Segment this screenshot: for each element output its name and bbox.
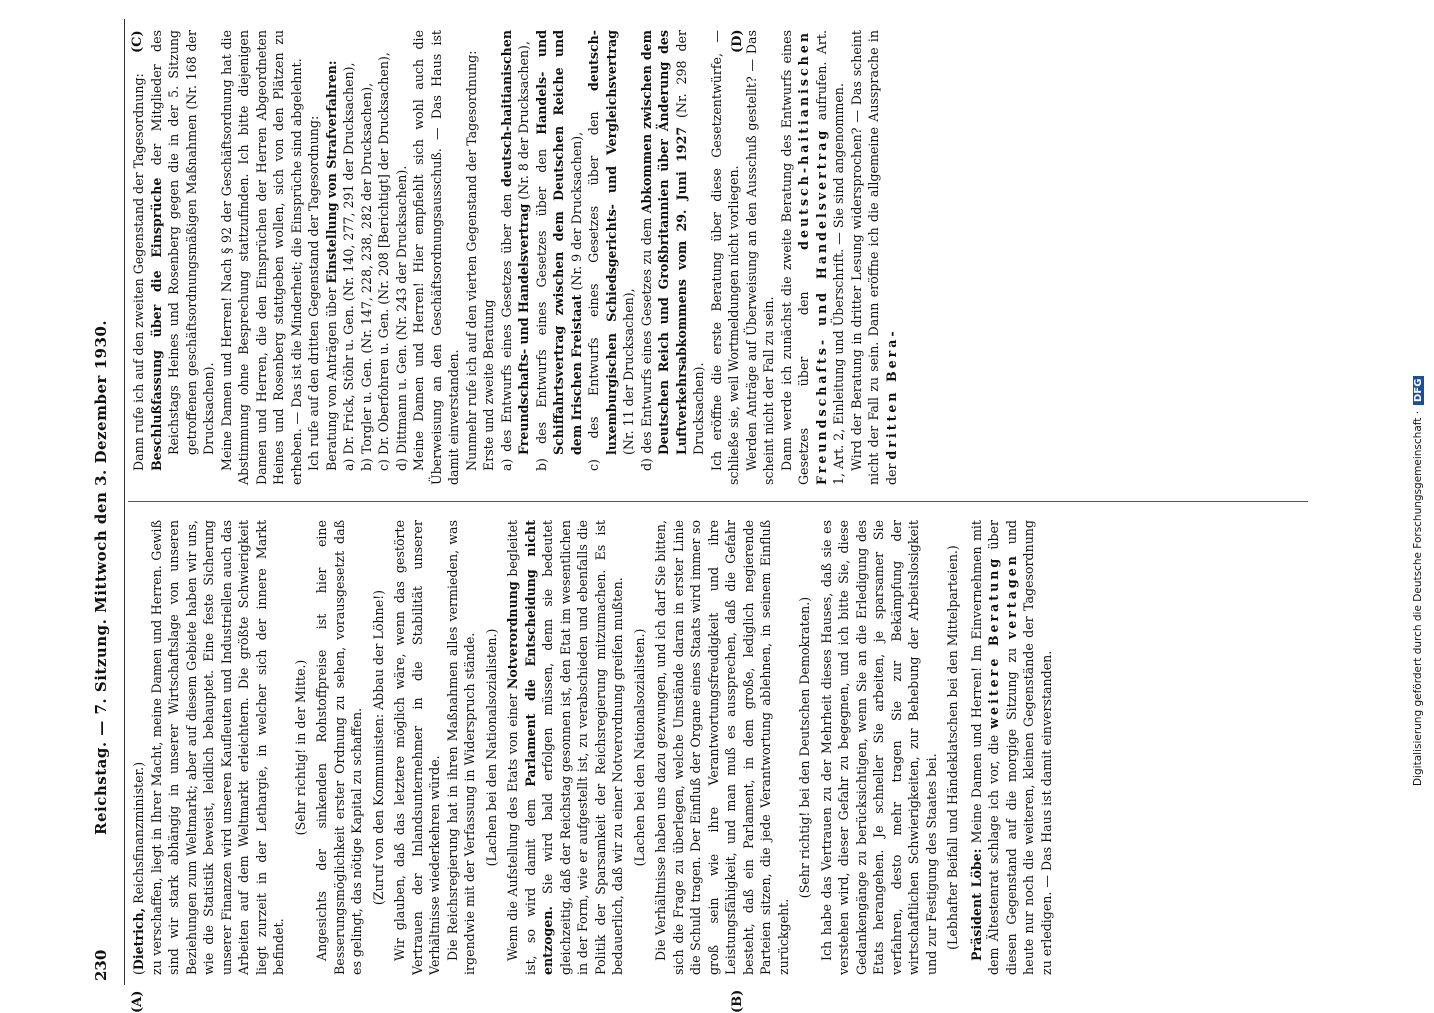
spaced-run: dritten Bera-	[883, 328, 899, 460]
speaker-name: Präsident Löbe:	[968, 848, 984, 961]
list-item: a) Dr. Frick, Stöhr u. Gen. (Nr. 140, 277, 291 der Drucksachen),	[341, 62, 356, 471]
paragraph: Die Verhältnisse haben uns dazu gezwungen, und ich darf Sie bitten, sich die Frage zu überlegen, welche Umstände daran in erster Linie die Schuld tragen. Der Einfluß der Organe eines Staats wird immer so groß sein wie ihre Verantwortungsfreudigkeit und ihre Leistungsfähigkeit, und man muß es aussprechen, daß die Gefahr besteht, daß ein Parlament, in dem große, lediglich negierende Parteien sitzen, die jede Verantwortung ablehnen, in seinem Einfluß zurückgeht.	[653, 520, 791, 975]
interjection: (Lachen bei den Nationalsozialisten.)	[483, 628, 499, 867]
spaced-run: weitere Beratung	[986, 555, 1001, 729]
paragraph: Dann rufe ich auf den zweiten Gegenstand der Tagesordnung:	[131, 73, 146, 471]
text-run: d) des Entwurfs eines Gesetzes zu dem	[638, 213, 654, 471]
list-item: c) Dr. Oberfohren u. Gen. (Nr. 208 [Berichtigt] der Drucksachen),	[376, 52, 391, 471]
page-number: 230	[92, 949, 110, 981]
spaced-run: vertagen	[1003, 553, 1019, 640]
list-item: d) Dittmann u. Gen. (Nr. 243 der Drucksachen).	[393, 165, 409, 471]
bold-run: Notverordnung	[505, 581, 520, 690]
margin-mark-c: (C)	[130, 30, 145, 53]
left-column	[130, 520, 1055, 975]
paragraph-text: zu verschaffen, liegt in Ihrer Macht, meine Damen und Herren. Gewiß sind wir stark abhängig in unserer Wirtschaftslage von unseren Beziehungen zum Weltmarkt; aber auf diesem Gebiete haben wir uns, wie die Statistik beweist, leidlich behauptet. Eine feste Sicherung unserer Finanzen wird unseren Kaufleuten und Industriellen auch das Arbeiten auf dem Weltmarkt erleichtern. Die größte Schwierigkeit liegt zurzeit in der Lethargie, in welcher sich der innere Markt befindet.	[148, 520, 286, 975]
text-run: Beratung von Anträgen über	[323, 283, 339, 471]
list-item	[585, 30, 638, 485]
spaced-run: deutsch-haitianischen Freundschafts- und Handelsvertrag	[796, 30, 829, 485]
paragraph	[323, 30, 341, 485]
text-run: Meine Damen und Herren! Im Einvernehmen mit dem Ältestenrat schlage ich vor, die	[968, 520, 1001, 975]
bold-run: Beschlußfassung über die Einsprüche	[148, 177, 164, 471]
right-column	[130, 30, 900, 485]
running-title: Reichstag. — 7. Sitzung. Mittwoch den 3. Dezember 1930.	[92, 319, 110, 835]
margin-mark-d: (D)	[730, 29, 745, 53]
text-run: Sie wird bald erfolgen müssen, denn sie bedeutet gleichzeitig, daß der Reichstag gesonnen ist, den Etat im wesentlichen in der Form, wie er aufgestellt ist, zu verabschieden und ebenfalls die Politik der Sparsamkeit der Reichsregierung mitzumachen. Es ist bedauerlich, daß wir zu einer Notverordnung greifen mußten.	[540, 520, 625, 975]
interjection: (Zuruf von den Kommunisten: Abbau der Löhne!)	[370, 589, 386, 906]
text-run: Dann werde ich zunächst die zweite Beratung des Entwurfs eines Gesetzes über den	[778, 30, 811, 485]
text-run: (Nr. 298 der Drucksachen).	[673, 30, 706, 455]
bold-run: Parlament die Entscheidung nicht entzogen.	[522, 519, 555, 975]
column-divider	[128, 501, 1308, 502]
paragraph: (Dietrich, Reichsfinanzminister.) zu verschaffen, liegt in Ihrer Macht, meine Damen und Herren. Gewiß sind wir stark abhängig in unserer Wirtschaftslage von unseren Beziehungen zum Weltmarkt; aber auf diesem Gebiete haben wir uns, wie die Statistik beweist, leidlich behauptet. Eine feste Sicherung unserer Finanzen wird unseren Kaufleuten und Industriellen auch das Arbeiten auf dem Weltmarkt erleichtern. Die größte Schwierigkeit liegt zurzeit in der Lethargie, in welcher sich der innere Markt befindet.	[131, 520, 286, 975]
text-run: (Nr. 11 der Drucksachen),	[621, 288, 636, 455]
paragraph: Meine Damen und Herren! Hier empfiehlt sich wohl auch die Überweisung an den Geschäftsordnungsausschuß. — Das Haus ist damit einverstanden.	[411, 30, 461, 485]
paragraph: Ich eröffne die erste Beratung über diese Gesetzentwürfe, — schließe sie, weil Wortmeldungen nicht vorliegen.	[708, 30, 741, 485]
interjection: (Sehr richtig! bei den Deutschen Demokraten.)	[797, 596, 812, 899]
margin-mark-b: (B)	[730, 989, 745, 1013]
speaker-role: Reichsfinanzminister.)	[131, 761, 146, 904]
paragraph: Werden Anträge auf Überweisung an den Ausschuß gestellt? — Das scheint nicht der Fall zu sein.	[743, 30, 776, 485]
paragraph	[504, 520, 627, 975]
bold-run: Einstellung von Strafverfahren:	[323, 60, 339, 284]
speaker-name: Dietrich,	[131, 907, 146, 971]
text-run: (Nr. 9 der Drucksachen),	[568, 131, 584, 295]
bold-run: deutsch-luxemburgischen Schiedsgerichts- und Vergleichsvertrag	[586, 30, 619, 455]
paragraph: Nunmehr rufe ich auf den vierten Gegenstand der Tagesordnung:	[463, 50, 479, 471]
interjection: (Lebhafter Beifall und Händeklatschen bei den Mittelparteien.)	[945, 545, 960, 950]
stamp-text: Digitalisierung gefördert durch die Deutsche Forschungsgemeinschaft ·	[1412, 410, 1424, 786]
paragraph: Angesichts der sinkenden Rohstoffpreise ist hier eine Besserungsmöglichkeit erster Ordnung zu sehen, vorausgesetzt daß es gelingt, das nötige Kapital zu schaffen.	[314, 520, 364, 975]
text-run: Wenn die Aufstellung des Etats von einer	[505, 689, 520, 961]
paragraph: Ich habe das Vertrauen zu der Mehrheit dieses Hauses, daß sie es verstehen wird, dieser Gefahr zu begegnen, und ich bitte Sie, diese Gedankengänge zu berücksichtigen, wenn Sie an die Erledigung des Etats herangehen. Je schneller Sie arbeiten, je sparsamer Sie verfahren, desto mehr tragen Sie zur Bekämpfung der wirtschaftlichen Schwierigkeiten, zur Behebung der Arbeitslosigkeit und zur Festigung des Staates bei.	[818, 520, 939, 975]
paragraph: Erste und zweite Beratung	[481, 299, 496, 471]
header-rule	[124, 19, 125, 985]
paragraph: Ich rufe auf den dritten Gegenstand der Tagesordnung:	[306, 115, 321, 471]
text-run: a) des Entwurfs eines Gesetzes über den	[498, 186, 514, 471]
digitization-stamp	[1412, 6, 1432, 786]
paragraph: Meine Damen und Herren! Nach § 92 der Geschäftsordnung hat die Abstimmung ohne Besprechung stattzufinden. Ich bitte diejenigen Damen und Herren, die den Einsprüchen der Herren Abgeordneten Heines und Rosenberg stattgeben wollen, sich von den Plätzen zu erheben. — Das ist die Minderheit; die Einsprüche sind abgelehnt.	[218, 30, 304, 485]
text-run: über diesen Gegenstand auf die morgige Sitzung zu	[986, 520, 1019, 975]
text-run: (Nr. 8 der Drucksachen),	[516, 41, 531, 204]
rotated-page	[90, 19, 1434, 1013]
text-run: begleitet ist, so wird damit dem	[505, 520, 538, 975]
list-item: b) Torgler u. Gen. (Nr. 147, 228, 238, 282 der Drucksachen),	[358, 82, 374, 471]
margin-mark-a: (A)	[130, 990, 145, 1013]
bold-run: Abkommen zwischen dem Deutschen Reich und Großbritannien über Änderung des Luftverkehrsabkommens vom 29. Juni 1927	[638, 30, 689, 455]
stamp-text-line	[1412, 6, 1432, 786]
paragraph: Wir glauben, daß das letztere möglich wäre, wenn das gestörte Vertrauen der Inlandsunternehmer in die Stabilität unserer Verhältnisse wiederkehren würde.	[392, 520, 442, 975]
agenda-item	[148, 30, 218, 485]
list-item	[533, 30, 586, 485]
text-run: c) des Entwurfs eines Gesetzes über den	[586, 90, 601, 471]
list-item	[498, 30, 533, 485]
text-run: aufrufen. Art. 1, Art. 2, Einleitung und Überschrift. — Sie sind angenommen.	[813, 30, 846, 485]
bold-run: Handels- und Schiffahrtsvertrag zwischen dem Deutschen Reiche und dem Irischen Freistaat	[533, 29, 584, 455]
bold-run: deutsch-haitianischen Freundschafts- und Handelsvertrag	[498, 30, 531, 455]
text-run: der Mitglieder des Reichstags Heines und Rosenberg gegen die in der 5. Sitzung getroffenen geschäftsordnungsmäßigen Maßnahmen (Nr. 168 der Drucksachen).	[148, 30, 216, 455]
page-header	[90, 19, 120, 985]
paragraph: Die Reichsregierung hat in ihren Maßnahmen alles vermieden, was irgendwie mit der Verfassung in Widerspruch stände.	[444, 520, 477, 975]
text-run: und heute nur noch die weiteren, kleinen Gegenstände der Tagesordnung zu erledigen. — Das Haus ist damit einverstanden.	[1003, 520, 1054, 975]
paragraph	[848, 30, 901, 485]
interjection: (Sehr richtig! in der Mitte.)	[292, 659, 308, 836]
list-item	[638, 30, 708, 485]
text-run: b) des Entwurfs eines Gesetzes über den	[533, 134, 549, 471]
paragraph	[968, 520, 1056, 975]
dfg-logo: DFG	[1413, 376, 1424, 405]
interjection: (Lachen bei den Nationalsozialisten.)	[631, 628, 647, 867]
paragraph	[778, 30, 848, 485]
text-run: Wird der Beratung in dritter Lesung widersprochen? — Das scheint nicht der Fall zu sein. Dann eröffne ich die allgemeine Aussprache in der	[848, 30, 899, 485]
